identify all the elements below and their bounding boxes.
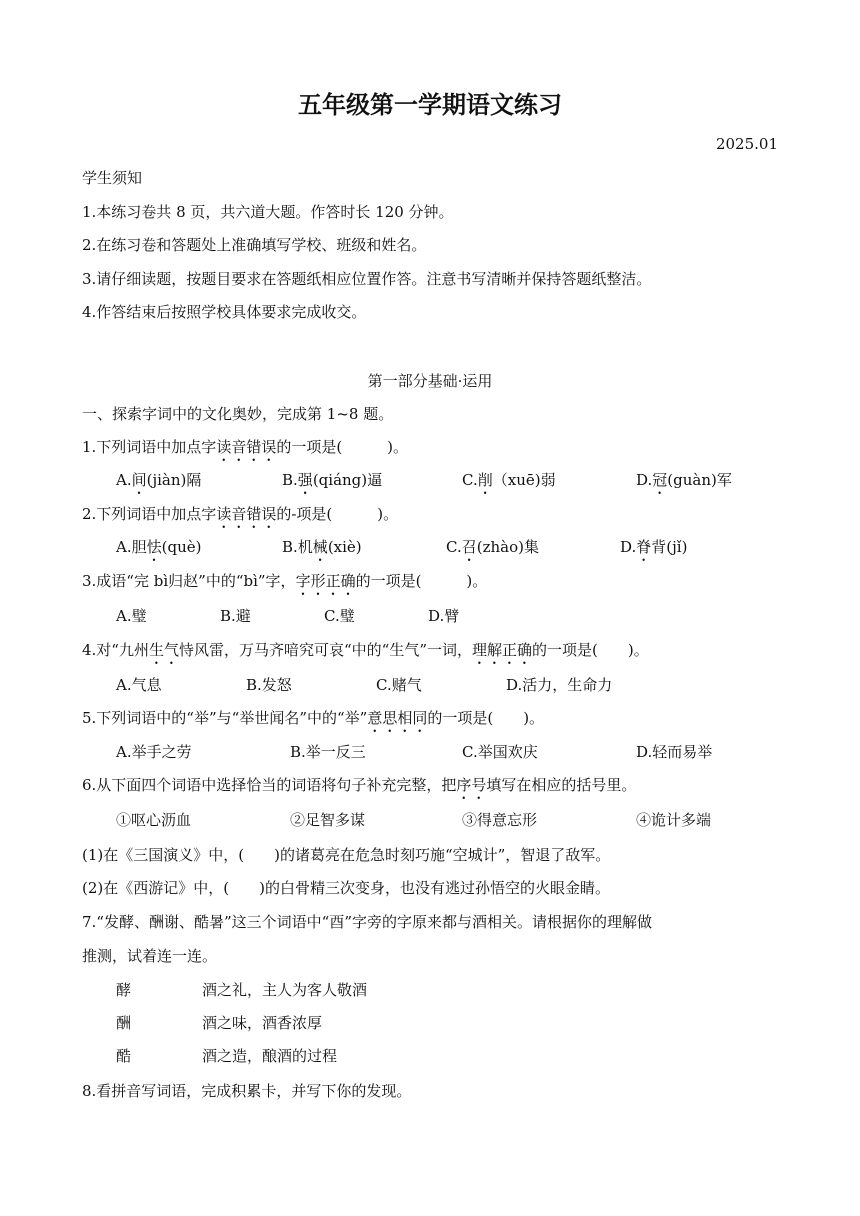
- q7-left-char-3: 酷: [116, 1047, 132, 1065]
- q6-sentence-1: (1)在《三国演义》中，( )的诸葛亮在危急时刻巧施“空城计”，智退了敌军。: [82, 846, 611, 864]
- q6-word-options: [0, 810, 860, 830]
- q1-options: [0, 470, 860, 490]
- q2-options: [0, 537, 860, 557]
- q6-sentence-2: (2)在《西游记》中，( )的白骨精三次变身，也没有逃过孙悟空的火眼金睛。: [82, 879, 610, 897]
- q5-stem: 5.下列词语中的“举”与“举世闻名”中的“举”意思相同的一项是( )。: [82, 709, 545, 727]
- q6-word-2: ②足智多谋: [290, 811, 366, 829]
- q3-options: [0, 606, 860, 626]
- q7-stem-line2: 推测，试着连一连。: [82, 947, 218, 965]
- q1-option-a: A.间(jiàn)隔: [116, 471, 202, 489]
- q5-option-a: A.举手之劳: [116, 743, 192, 761]
- q1-stem: 1.下列词语中加点字读音错误的一项是( )。: [82, 438, 409, 456]
- q2-option-a: A.胆怯(què): [116, 538, 202, 556]
- q4-option-d: D.活力，生命力: [506, 676, 613, 694]
- q3-stem: 3.成语“完 bì归赵”中的“bì”字，字形正确的一项是( )。: [82, 572, 488, 590]
- q8-stem: 8.看拼音写词语，完成积累卡，并写下你的发现。: [82, 1082, 412, 1100]
- section1-intro: 一、探索字词中的文化奥妙，完成第 1~8 题。: [82, 405, 394, 423]
- notice-item-4: 4.作答结束后按照学校具体要求完成收交。: [82, 303, 367, 321]
- q6-word-4: ④诡计多端: [636, 811, 712, 829]
- q3-option-a: A.璧: [116, 607, 147, 625]
- page-title: 五年级第一学期语文练习: [298, 91, 562, 119]
- q4-option-b: B.发怒: [246, 676, 292, 694]
- q2-option-b: B.机械(xiè): [282, 538, 362, 556]
- part1-heading: 第一部分基础·运用: [367, 372, 493, 390]
- notice-item-3: 3.请仔细读题，按题目要求在答题纸相应位置作答。注意书写清晰并保持答题纸整洁。: [82, 270, 652, 288]
- q1-option-d: D.冠(guàn)军: [636, 471, 732, 489]
- q6-stem: 6.从下面四个词语中选择恰当的词语将句子补充完整，把序号填写在相应的括号里。: [82, 776, 637, 794]
- q4-option-c: C.赌气: [376, 676, 422, 694]
- exam-date: 2025.01: [715, 135, 778, 153]
- q7-left-char-1: 酵: [116, 981, 132, 999]
- q4-options: [0, 675, 860, 695]
- q4-option-a: A.气息: [116, 676, 162, 694]
- notice-item-1: 1.本练习卷共 8 页，共六道大题。作答时长 120 分钟。: [82, 203, 454, 221]
- q7-stem-line1: 7.“发酵、酬谢、酷暑”这三个词语中“酉”字旁的字原来都与酒相关。请根据你的理解做: [82, 913, 652, 931]
- q5-options: [0, 742, 860, 762]
- notice-item-2: 2.在练习卷和答题处上准确填写学校、班级和姓名。: [82, 236, 427, 254]
- q7-right-meaning-2: 酒之味，酒香浓厚: [202, 1014, 323, 1032]
- q5-option-b: B.举一反三: [290, 743, 366, 761]
- notice-heading: 学生须知: [82, 169, 143, 187]
- q1-option-c: C.削（xuē)弱: [462, 471, 556, 489]
- q3-option-d: D.臂: [428, 607, 460, 625]
- q3-option-c: C.璧: [324, 607, 355, 625]
- q3-option-b: B.避: [220, 607, 251, 625]
- q6-word-3: ③得意忘形: [462, 811, 538, 829]
- q7-right-meaning-3: 酒之造，酿酒的过程: [202, 1047, 338, 1065]
- q2-stem: 2.下列词语中加点字读音错误的-项是( )。: [82, 505, 399, 523]
- q6-word-1: ①呕心沥血: [116, 811, 192, 829]
- q5-option-c: C.举国欢庆: [462, 743, 538, 761]
- q2-option-d: D.脊背(jǐ): [620, 538, 688, 556]
- q7-right-meaning-1: 酒之礼，主人为客人敬酒: [202, 981, 368, 999]
- q2-option-c: C.召(zhào)集: [446, 538, 539, 556]
- q7-left-char-2: 酬: [116, 1014, 132, 1032]
- q4-stem: 4.对“九州生气恃风雷，万马齐喑究可哀“中的“生气”一词，理解正确的一项是( )。: [82, 641, 649, 659]
- q5-option-d: D.轻而易举: [636, 743, 713, 761]
- q1-option-b: B.强(qiáng)逼: [282, 471, 383, 489]
